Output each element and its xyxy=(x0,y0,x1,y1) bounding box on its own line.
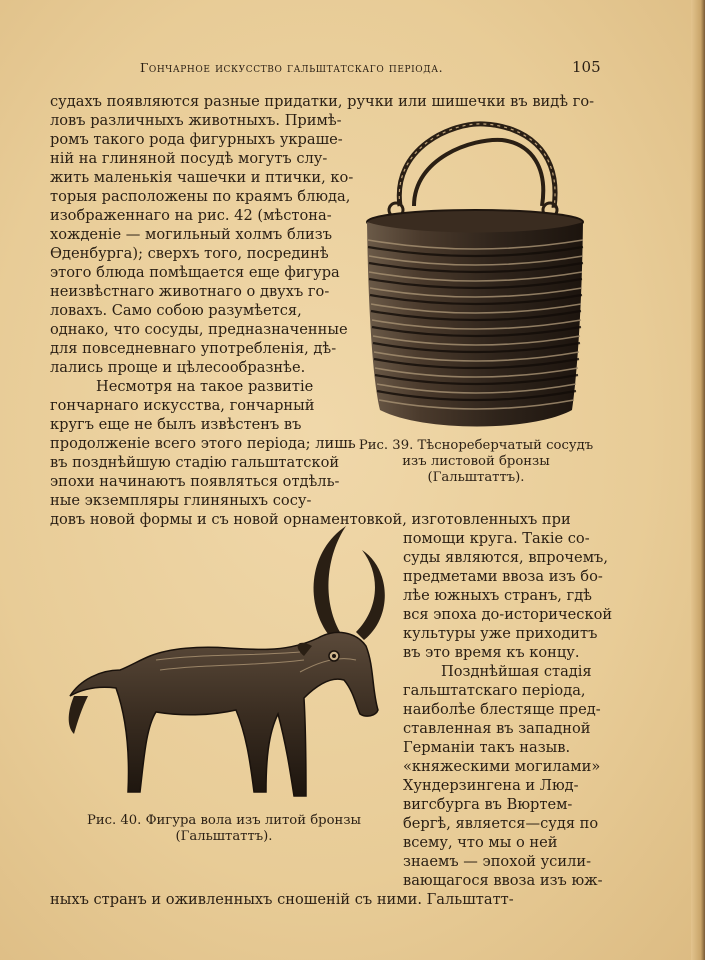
page-edge xyxy=(691,0,705,960)
text-line: жить маленькія чашечки и птички, ко- xyxy=(50,169,354,186)
text-line: помощи круга. Такіе со- xyxy=(403,530,590,547)
figure-39-bronze-vessel xyxy=(362,118,592,436)
text-line: судахъ появляются разные придатки, ручки или шишечки въ видѣ го- xyxy=(50,93,595,110)
text-line: бергѣ, является—судя по xyxy=(403,815,599,832)
text-line: въ позднѣйшую стадію гальштатской xyxy=(50,454,340,471)
text-line: Ѳденбурга); сверхъ того, посрединѣ xyxy=(50,245,329,262)
text-line: Германіи такъ назыв. xyxy=(403,739,571,756)
caption-line: (Гальштаттъ). xyxy=(427,470,525,485)
text-line: предметами ввоза изъ бо- xyxy=(403,568,603,585)
text-line: культуры уже приходитъ xyxy=(403,625,598,642)
running-header: Гончарное искусство гальштатскаго періода. xyxy=(140,60,444,75)
text-line: вся эпоха до-исторической xyxy=(403,606,613,623)
text-line-last: ныхъ странъ и оживленныхъ сношеній съ ними. Гальштатт- xyxy=(50,891,514,908)
caption-line: изъ листовой бронзы xyxy=(402,454,550,469)
page-number: 105 xyxy=(572,58,601,76)
text-line: изображеннаго на рис. 42 (мѣстона- xyxy=(50,207,332,224)
text-line: ловахъ. Само собою разумѣется, xyxy=(50,302,302,319)
text-line: продолженіе всего этого періода; лишь xyxy=(50,435,356,452)
text-line: этого блюда помѣщается еще фигура xyxy=(50,264,340,281)
text-line: гальштатскаго періода, xyxy=(403,682,586,699)
text-line: знаемъ — эпохой усили- xyxy=(403,853,592,870)
text-line: ные экземпляры глиняныхъ сосу- xyxy=(50,492,312,509)
text-line: однако, что сосуды, предназначенные xyxy=(50,321,348,338)
text-line: лались проще и цѣлесообразнѣе. xyxy=(50,359,306,376)
text-line: вающагося ввоза изъ юж- xyxy=(403,872,603,889)
text-line: неизвѣстнаго животнаго о двухъ го- xyxy=(50,283,330,300)
figure-40-bronze-ox xyxy=(60,520,390,802)
text-line: вигсбурга въ Вюртем- xyxy=(403,796,573,813)
text-line: ній на глиняной посудѣ могутъ слу- xyxy=(50,150,328,167)
text-line: гончарнаго искусства, гончарный xyxy=(50,397,315,414)
text-line: кругъ еще не былъ извѣстенъ въ xyxy=(50,416,302,433)
text-line: для повседневнаго употребленія, дѣ- xyxy=(50,340,337,357)
text-line: хожденіе — могильный холмъ близъ xyxy=(50,226,332,243)
text-line: въ это время къ концу. xyxy=(403,644,580,661)
text-line: суды являются, впрочемъ, xyxy=(403,549,608,566)
text-line: ловъ различныхъ животныхъ. Примѣ- xyxy=(50,112,342,129)
text-line: «княжескими могилами» xyxy=(403,758,601,775)
text-line: ромъ такого рода фигурныхъ украше- xyxy=(50,131,343,148)
caption-line: Рис. 40. Фигура вола изъ литой бронзы xyxy=(86,813,362,828)
text-line: наиболѣе блестяще пред- xyxy=(403,701,601,718)
text-line: лѣе южныхъ странъ, гдѣ xyxy=(403,587,592,604)
text-line: Хундерзингена и Люд- xyxy=(403,777,579,794)
text-line: Несмотря на такое развитіе xyxy=(96,378,314,395)
text-line: эпохи начинаютъ появляться отдѣль- xyxy=(50,473,340,490)
caption-line: Рис. 39. Тѣснореберчатый сосудъ xyxy=(358,438,594,453)
text-line: ставленная въ западной xyxy=(403,720,591,737)
text-line: довъ новой формы и съ новой орнаментовкой, изготовленныхъ при xyxy=(50,511,571,528)
caption-line: (Гальштаттъ). xyxy=(175,829,273,844)
text-line: Позднѣйшая стадія xyxy=(441,663,592,680)
text-line: всему, что мы о ней xyxy=(403,834,558,851)
text-line: торыя расположены по краямъ блюда, xyxy=(50,188,351,205)
